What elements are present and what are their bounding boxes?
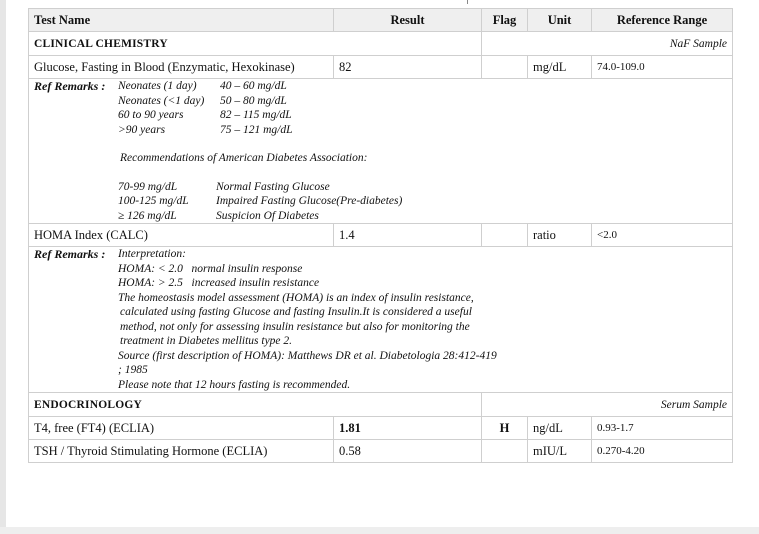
recommendation-label: 100-125 mg/dL xyxy=(118,195,189,207)
remarks-line: Interpretation: xyxy=(118,248,186,260)
test-flag: H xyxy=(482,417,528,440)
remarks-line: calculated using fasting Glucose and fasting Insulin.It is considered a useful xyxy=(120,306,472,318)
test-row-ft4 xyxy=(29,417,733,440)
remarks-range-value: 75 – 121 mg/dL xyxy=(220,123,293,136)
test-name: TSH / Thyroid Stimulating Hormone (ECLIA) xyxy=(29,440,334,463)
test-result: 1.4 xyxy=(334,224,482,247)
remarks-range-value: 50 – 80 mg/dL xyxy=(220,94,287,107)
test-reference-range: 74.0-109.0 xyxy=(592,56,733,79)
test-flag xyxy=(482,56,528,79)
remarks-row-glucose xyxy=(29,79,733,224)
remarks-line: method, not only for assessing insulin resistance but also for monitoring the xyxy=(120,320,470,333)
remarks-range-value: 82 – 115 mg/dL xyxy=(220,109,292,121)
remarks-line: Source (first description of HOMA): Matthews DR et al. Diabetologia 28:412-419 xyxy=(118,349,497,362)
test-name: T4, free (FT4) (ECLIA) xyxy=(29,417,334,440)
remarks-body xyxy=(118,247,727,392)
recommendation-value: Suspicion Of Diabetes xyxy=(216,209,319,222)
test-flag xyxy=(482,440,528,463)
remarks-range-label: 60 to 90 years xyxy=(118,109,184,121)
test-result: 1.81 xyxy=(334,417,482,440)
remarks-line: HOMA: < 2.0 normal insulin response xyxy=(118,262,303,275)
test-row-tsh xyxy=(29,440,733,463)
recommendation-line xyxy=(118,209,727,224)
remarks-line: ; 1985 xyxy=(118,364,148,376)
test-reference-range: 0.270-4.20 xyxy=(592,440,733,463)
test-name: Glucose, Fasting in Blood (Enzymatic, Hexokinase) xyxy=(29,56,334,79)
header-flag: Flag xyxy=(482,9,528,32)
remarks-range-value: 40 – 60 mg/dL xyxy=(220,80,287,92)
remarks-cell xyxy=(29,247,733,393)
header-reference-range: Reference Range xyxy=(592,9,733,32)
remarks-range-line xyxy=(118,94,727,109)
test-unit: ratio xyxy=(528,224,592,247)
recommendation-line xyxy=(118,194,727,209)
remarks-cell xyxy=(29,79,733,224)
page-tick-mark xyxy=(467,0,468,4)
header-result: Result xyxy=(334,9,482,32)
recommendation-value: Impaired Fasting Glucose(Pre-diabetes) xyxy=(216,195,403,207)
remarks-range-line xyxy=(118,123,727,138)
test-result: 0.58 xyxy=(334,440,482,463)
section-row-endocrinology xyxy=(29,393,733,417)
remarks-line: HOMA: > 2.5 increased insulin resistance xyxy=(118,277,320,289)
lab-report-table xyxy=(28,8,733,463)
remarks-label: Ref Remarks : xyxy=(34,247,106,261)
header-unit: Unit xyxy=(528,9,592,32)
remarks-row-homa xyxy=(29,247,733,393)
left-margin-bar xyxy=(0,0,6,534)
test-result: 82 xyxy=(334,56,482,79)
remarks-line: treatment in Diabetes mellitus type 2. xyxy=(120,335,293,347)
section-title: CLINICAL CHEMISTRY xyxy=(29,32,482,56)
test-reference-range: 0.93-1.7 xyxy=(592,417,733,440)
test-unit: ng/dL xyxy=(528,417,592,440)
test-row-homa xyxy=(29,224,733,247)
remarks-range-label: Neonates (1 day) xyxy=(118,80,197,92)
remarks-range-label: >90 years xyxy=(118,123,166,136)
test-row-glucose xyxy=(29,56,733,79)
test-reference-range: <2.0 xyxy=(592,224,733,247)
remarks-range-line xyxy=(118,108,727,123)
remarks-range-line xyxy=(118,79,727,94)
test-flag xyxy=(482,224,528,247)
recommendation-label: 70-99 mg/dL xyxy=(118,180,178,193)
test-name: HOMA Index (CALC) xyxy=(29,224,334,247)
table-header-row xyxy=(29,9,733,32)
bottom-margin-bar xyxy=(0,527,759,534)
remarks-line: Please note that 12 hours fasting is recommended. xyxy=(118,378,351,391)
recommendation-value: Normal Fasting Glucose xyxy=(216,180,330,193)
section-row-clinical-chemistry xyxy=(29,32,733,56)
section-title: ENDOCRINOLOGY xyxy=(29,393,482,417)
recommendation-title: Recommendations of American Diabetes Association: xyxy=(120,152,368,164)
remarks-label: Ref Remarks : xyxy=(34,79,106,93)
recommendation-line xyxy=(118,180,727,195)
sample-type: Serum Sample xyxy=(482,393,733,417)
remarks-line: The homeostasis model assessment (HOMA) is an index of insulin resistance, xyxy=(118,291,474,304)
remarks-range-label: Neonates (<1 day) xyxy=(118,94,205,107)
recommendation-label: ≥ 126 mg/dL xyxy=(118,209,177,222)
test-unit: mg/dL xyxy=(528,56,592,79)
test-unit: mIU/L xyxy=(528,440,592,463)
remarks-body xyxy=(118,79,727,223)
header-test-name: Test Name xyxy=(29,9,334,32)
sample-type: NaF Sample xyxy=(482,32,733,56)
